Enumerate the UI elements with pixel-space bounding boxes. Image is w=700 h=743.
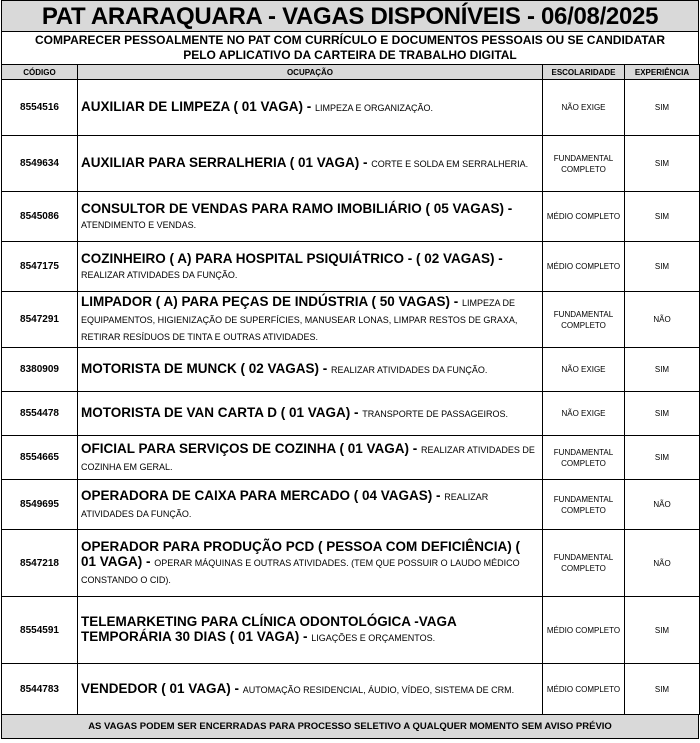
job-description: TRANSPORTE DE PASSAGEIROS. bbox=[362, 409, 508, 419]
job-description: LIMPEZA E ORGANIZAÇÃO. bbox=[315, 103, 434, 113]
job-education: MÉDIO COMPLETO bbox=[543, 597, 625, 664]
job-occupation bbox=[78, 136, 543, 192]
job-description: REALIZAR ATIVIDADES DE COZINHA EM GERAL. bbox=[81, 444, 535, 472]
job-role: VENDEDOR ( 01 VAGA) - bbox=[81, 680, 243, 696]
table-row bbox=[2, 348, 700, 392]
job-role: OFICIAL PARA SERVIÇOS DE COZINHA ( 01 VAGA) - bbox=[81, 440, 422, 456]
header-occupation: OCUPAÇÃO bbox=[78, 65, 543, 80]
job-occupation bbox=[78, 436, 543, 480]
job-experience: SIM bbox=[625, 80, 700, 136]
job-role: COZINHEIRO ( A) PARA HOSPITAL PSIQUIÁTRICO - ( 02 VAGAS) - bbox=[81, 250, 503, 266]
job-education: FUNDAMENTAL COMPLETO bbox=[543, 530, 625, 597]
job-role: CONSULTOR DE VENDAS PARA RAMO IMOBILIÁRIO ( 05 VAGAS) - bbox=[81, 200, 513, 216]
table-row bbox=[2, 392, 700, 436]
job-code: 8554665 bbox=[2, 436, 78, 480]
job-education: FUNDAMENTAL COMPLETO bbox=[543, 136, 625, 192]
job-experience: SIM bbox=[625, 192, 700, 242]
job-occupation bbox=[78, 392, 543, 436]
job-experience: SIM bbox=[625, 436, 700, 480]
table-row bbox=[2, 242, 700, 292]
job-role: AUXILIAR DE LIMPEZA ( 01 VAGA) - bbox=[81, 99, 316, 114]
jobs-table bbox=[1, 64, 700, 715]
job-education: MÉDIO COMPLETO bbox=[543, 192, 625, 242]
job-occupation bbox=[78, 530, 543, 597]
job-role: TELEMARKETING PARA CLÍNICA ODONTOLÓGICA -VAGA TEMPORÁRIA 30 DIAS ( 01 VAGA) - bbox=[81, 614, 457, 644]
job-experience: SIM bbox=[625, 392, 700, 436]
table-row bbox=[2, 664, 700, 715]
job-code: 8554591 bbox=[2, 597, 78, 664]
job-description: AUTOMAÇÃO RESIDENCIAL, ÁUDIO, VÍDEO, SISTEMA DE CRM. bbox=[242, 684, 515, 695]
job-code: 8547291 bbox=[2, 292, 78, 348]
table-row bbox=[2, 136, 700, 192]
job-experience: SIM bbox=[625, 348, 700, 392]
job-experience: NÃO bbox=[625, 530, 700, 597]
job-description: OPERAR MÁQUINAS E OUTRAS ATIVIDADES. (TEM QUE POSSUIR O LAUDO MÉDICO CONSTANDO O CID). bbox=[81, 557, 520, 585]
job-education: MÉDIO COMPLETO bbox=[543, 242, 625, 292]
job-experience: SIM bbox=[625, 242, 700, 292]
job-occupation bbox=[78, 292, 543, 348]
job-occupation bbox=[78, 348, 543, 392]
job-experience: SIM bbox=[625, 597, 700, 664]
job-description: REALIZAR ATIVIDADES DA FUNÇÃO. bbox=[81, 491, 489, 519]
job-role: MOTORISTA DE VAN CARTA D ( 01 VAGA) - bbox=[81, 405, 363, 420]
job-listing-sheet bbox=[1, 0, 699, 739]
job-occupation bbox=[78, 192, 543, 242]
header-code: CÓDIGO bbox=[2, 65, 78, 80]
page-title: PAT ARARAQUARA - VAGAS DISPONÍVEIS - 06/08/2025 bbox=[1, 0, 699, 32]
job-education: FUNDAMENTAL COMPLETO bbox=[543, 480, 625, 530]
notice-line-1: COMPARECER PESSOALMENTE NO PAT COM CURRÍCULO E DOCUMENTOS PESSOAIS OU SE CANDIDATAR bbox=[34, 33, 666, 47]
job-description: REALIZAR ATIVIDADES DA FUNÇÃO. bbox=[81, 269, 238, 280]
job-description: CORTE E SOLDA EM SERRALHERIA. bbox=[371, 159, 529, 169]
job-occupation bbox=[78, 80, 543, 136]
header-experience: EXPERIÊNCIA bbox=[625, 65, 700, 80]
job-education: NÃO EXIGE bbox=[543, 80, 625, 136]
job-experience: SIM bbox=[625, 664, 700, 715]
job-code: 8545086 bbox=[2, 192, 78, 242]
table-row bbox=[2, 480, 700, 530]
job-education: NÃO EXIGE bbox=[543, 392, 625, 436]
job-occupation bbox=[78, 597, 543, 664]
job-code: 8544783 bbox=[2, 664, 78, 715]
job-code: 8549695 bbox=[2, 480, 78, 530]
job-occupation bbox=[78, 242, 543, 292]
job-role: AUXILIAR PARA SERRALHERIA ( 01 VAGA) - bbox=[81, 155, 372, 170]
job-experience: NÃO bbox=[625, 480, 700, 530]
closing-notice: AS VAGAS PODEM SER ENCERRADAS PARA PROCESSO SELETIVO A QUALQUER MOMENTO SEM AVISO PRÉVIO bbox=[1, 715, 699, 739]
job-description: REALIZAR ATIVIDADES DA FUNÇÃO. bbox=[331, 365, 488, 375]
notice-line-2: PELO APLICATIVO DA CARTEIRA DE TRABALHO DIGITAL bbox=[183, 48, 517, 62]
job-role: OPERADOR PARA PRODUÇÃO PCD ( PESSOA COM DEFICIÊNCIA) ( 01 VAGA) - bbox=[81, 538, 521, 569]
job-description: ATENDIMENTO E VENDAS. bbox=[81, 219, 197, 230]
table-row bbox=[2, 80, 700, 136]
job-education: NÃO EXIGE bbox=[543, 348, 625, 392]
table-row bbox=[2, 436, 700, 480]
table-row bbox=[2, 597, 700, 664]
job-description: LIMPEZA DE EQUIPAMENTOS, HIGIENIZAÇÃO DE SUPERFÍCIES, MANUSEAR LONAS, LIMPAR RESTOS DE GRAXA, RETIRAR RESÍDUOS DE TINTA E OUTRAS ATIVIDADES. bbox=[81, 298, 518, 342]
job-code: 8547218 bbox=[2, 530, 78, 597]
job-code: 8554478 bbox=[2, 392, 78, 436]
table-row bbox=[2, 292, 700, 348]
table-header-row bbox=[2, 65, 700, 80]
job-experience: SIM bbox=[625, 136, 700, 192]
job-education: FUNDAMENTAL COMPLETO bbox=[543, 436, 625, 480]
job-code: 8549634 bbox=[2, 136, 78, 192]
application-notice bbox=[1, 32, 699, 64]
job-education: FUNDAMENTAL COMPLETO bbox=[543, 292, 625, 348]
job-role: LIMPADOR ( A) PARA PEÇAS DE INDÚSTRIA ( 50 VAGAS) - bbox=[81, 294, 463, 309]
table-row bbox=[2, 530, 700, 597]
table-row bbox=[2, 192, 700, 242]
job-description: LIGAÇÕES E ORÇAMENTOS. bbox=[311, 633, 436, 643]
job-occupation bbox=[78, 480, 543, 530]
job-experience: NÃO bbox=[625, 292, 700, 348]
job-code: 8554516 bbox=[2, 80, 78, 136]
job-occupation bbox=[78, 664, 543, 715]
header-education: ESCOLARIDADE bbox=[543, 65, 625, 80]
job-code: 8380909 bbox=[2, 348, 78, 392]
job-role: MOTORISTA DE MUNCK ( 02 VAGAS) - bbox=[81, 361, 332, 376]
job-role: OPERADORA DE CAIXA PARA MERCADO ( 04 VAGAS) - bbox=[81, 487, 445, 503]
job-education: MÉDIO COMPLETO bbox=[543, 664, 625, 715]
job-code: 8547175 bbox=[2, 242, 78, 292]
